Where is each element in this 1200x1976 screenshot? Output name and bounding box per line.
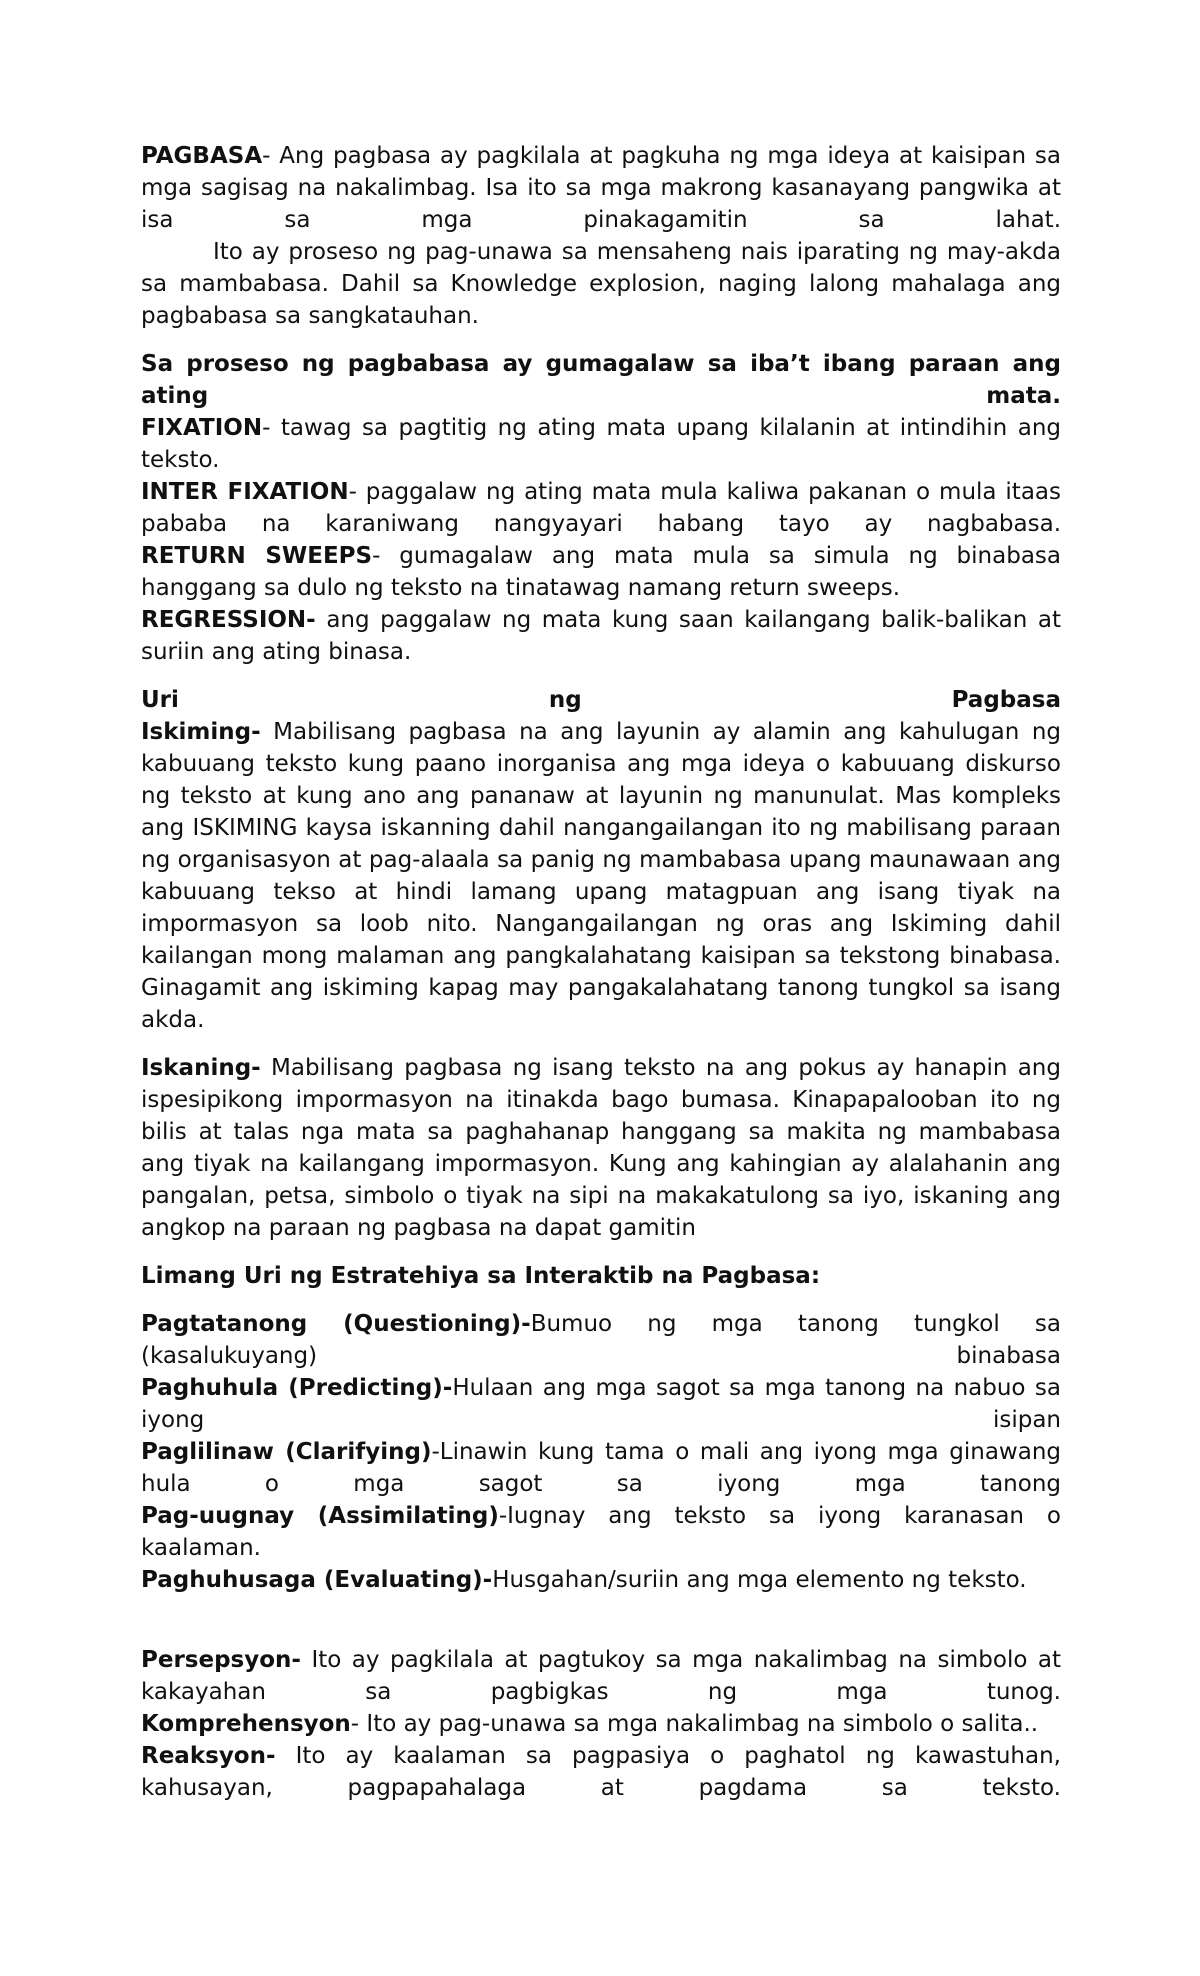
term-pagbasa: PAGBASA	[141, 143, 263, 169]
assimilating-paragraph: Pag-uugnay (Assimilating)-Iugnay ang teksto sa iyong karanasan o kaalaman.	[141, 1503, 1061, 1561]
term-iskiming: Iskiming-	[141, 719, 261, 745]
eye-movement-heading: Sa proseso ng pagbabasa ay gumagalaw sa iba’t ibang paraan ang ating mata.	[141, 351, 1061, 409]
inter-fixation-paragraph: INTER FIXATION- paggalaw ng ating mata mula kaliwa pakanan o mula itaas pababa na karaniwang nangyayari habang tayo ay nagbabasa.	[141, 479, 1061, 537]
predicting-paragraph: Paghuhula (Predicting)-Hulaan ang mga sagot sa mga tanong na nabuo sa iyong isipan	[141, 1375, 1062, 1433]
term-assimilating: Pag-uugnay (Assimilating)	[141, 1503, 499, 1529]
persepsyon-paragraph: Persepsyon- Ito ay pagkilala at pagtukoy sa mga nakalimbag na simbolo at kakayahan sa pagbigkas ng mga tunog.	[141, 1647, 1061, 1705]
iskiming-paragraph: Iskiming- Mabilisang pagbasa na ang layunin ay alamin ang kahulugan ng kabuuang teksto kung paano inorganisa ang mga ideya o kabuuang diskurso ng teksto at kung ano ang pananaw at layunin ng manunulat. Mas kompleks ang ISKIMING kaysa iskanning dahil nangangailangan ito ng mabilisang paraan ng organisasyon at pag-alaala sa panig ng mambabasa upang maunawaan ang kabuuang tekso at hindi lamang upang matagpuan ang isang tiyak na impormasyon sa loob nito. Nangangailangan ng oras ang Iskiming dahil kailangan mong malaman ang pangkalahatang kaisipan sa tekstong binabasa. Ginagamit ang iskiming kapag may pangakalahatang tanong tungkol sa isang akda.	[141, 719, 1061, 1033]
term-inter-fixation: INTER FIXATION	[141, 479, 349, 505]
evaluating-paragraph: Paghuhusaga (Evaluating)-Husgahan/suriin ang mga elemento ng teksto.	[141, 1567, 1027, 1593]
term-evaluating: Paghuhusaga (Evaluating)-	[141, 1567, 493, 1593]
term-fixation: FIXATION	[141, 415, 263, 441]
term-predicting: Paghuhula (Predicting)-	[141, 1375, 453, 1401]
return-sweeps-paragraph: RETURN SWEEPS- gumagalaw ang mata mula sa simula ng binabasa hanggang sa dulo ng teksto na tinatawag namang return sweeps.	[141, 543, 1061, 601]
term-komprehensyon: Komprehensyon	[141, 1711, 351, 1737]
document-page	[141, 140, 1061, 1804]
questioning-paragraph: Pagtatanong (Questioning)-Bumuo ng mga tanong tungkol sa (kasalukuyang) binabasa	[141, 1311, 1061, 1369]
pagbasa-paragraph	[141, 140, 1061, 236]
term-iskaning: Iskaning-	[141, 1055, 261, 1081]
iskaning-paragraph: Iskaning- Mabilisang pagbasa ng isang teksto na ang pokus ay hanapin ang ispesipikong impormasyon na itinakda bago bumasa. Kinapapalooban ito ng bilis at talas nga mata sa paghahanap hanggang sa makita ng mambabasa ang tiyak na kailangang impormasyon. Kung ang kahingian ay alalahanin ang pangalan, petsa, simbolo o tiyak na sipi na makakatulong sa iyo, iskaning ang angkop na paraan ng pagbasa na dapat gamitin	[141, 1055, 1061, 1241]
term-questioning: Pagtatanong (Questioning)-	[141, 1311, 531, 1337]
reaksyon-paragraph: Reaksyon- Ito ay kaalaman sa pagpasiya o paghatol ng kawastuhan, kahusayan, pagpapahalaga at pagdama sa teksto.	[141, 1743, 1061, 1801]
pagbasa-paragraph-2: Ito ay proseso ng pag-unawa sa mensaheng nais iparating ng may-akda sa mambabasa. Dahil sa Knowledge explosion, naging lalong mahalaga ang pagbabasa sa sangkatauhan.	[141, 239, 1061, 329]
fixation-paragraph: FIXATION- tawag sa pagtitig ng ating mata upang kilalanin at intindihin ang teksto.	[141, 415, 1061, 473]
term-return-sweeps: RETURN SWEEPS	[141, 543, 373, 569]
term-persepsyon: Persepsyon-	[141, 1647, 301, 1673]
term-regression: REGRESSION-	[141, 607, 316, 633]
term-reaksyon: Reaksyon-	[141, 1743, 276, 1769]
clarifying-paragraph: Paglilinaw (Clarifying)-Linawin kung tama o mali ang iyong mga ginawang hula o mga sagot sa iyong mga tanong	[141, 1439, 1061, 1497]
regression-paragraph: REGRESSION- ang paggalaw ng mata kung saan kailangang balik-balikan at suriin ang ating binasa.	[141, 607, 1061, 665]
komprehensyon-paragraph: Komprehensyon- Ito ay pag-unawa sa mga nakalimbag na simbolo o salita..	[141, 1711, 1039, 1737]
term-clarifying: Paglilinaw (Clarifying)	[141, 1439, 432, 1465]
pagbasa-definition: - Ang pagbasa ay pagkilala at pagkuha ng mga ideya at kaisipan sa mga sagisag na nakalimbag. Isa ito sa mga makrong kasanayang pangwika at isa sa mga pinakagamitin sa lahat.	[141, 143, 1061, 233]
estratehiya-heading: Limang Uri ng Estratehiya sa Interaktib na Pagbasa:	[141, 1263, 821, 1289]
uri-heading: Uri ng Pagbasa	[141, 687, 1061, 713]
